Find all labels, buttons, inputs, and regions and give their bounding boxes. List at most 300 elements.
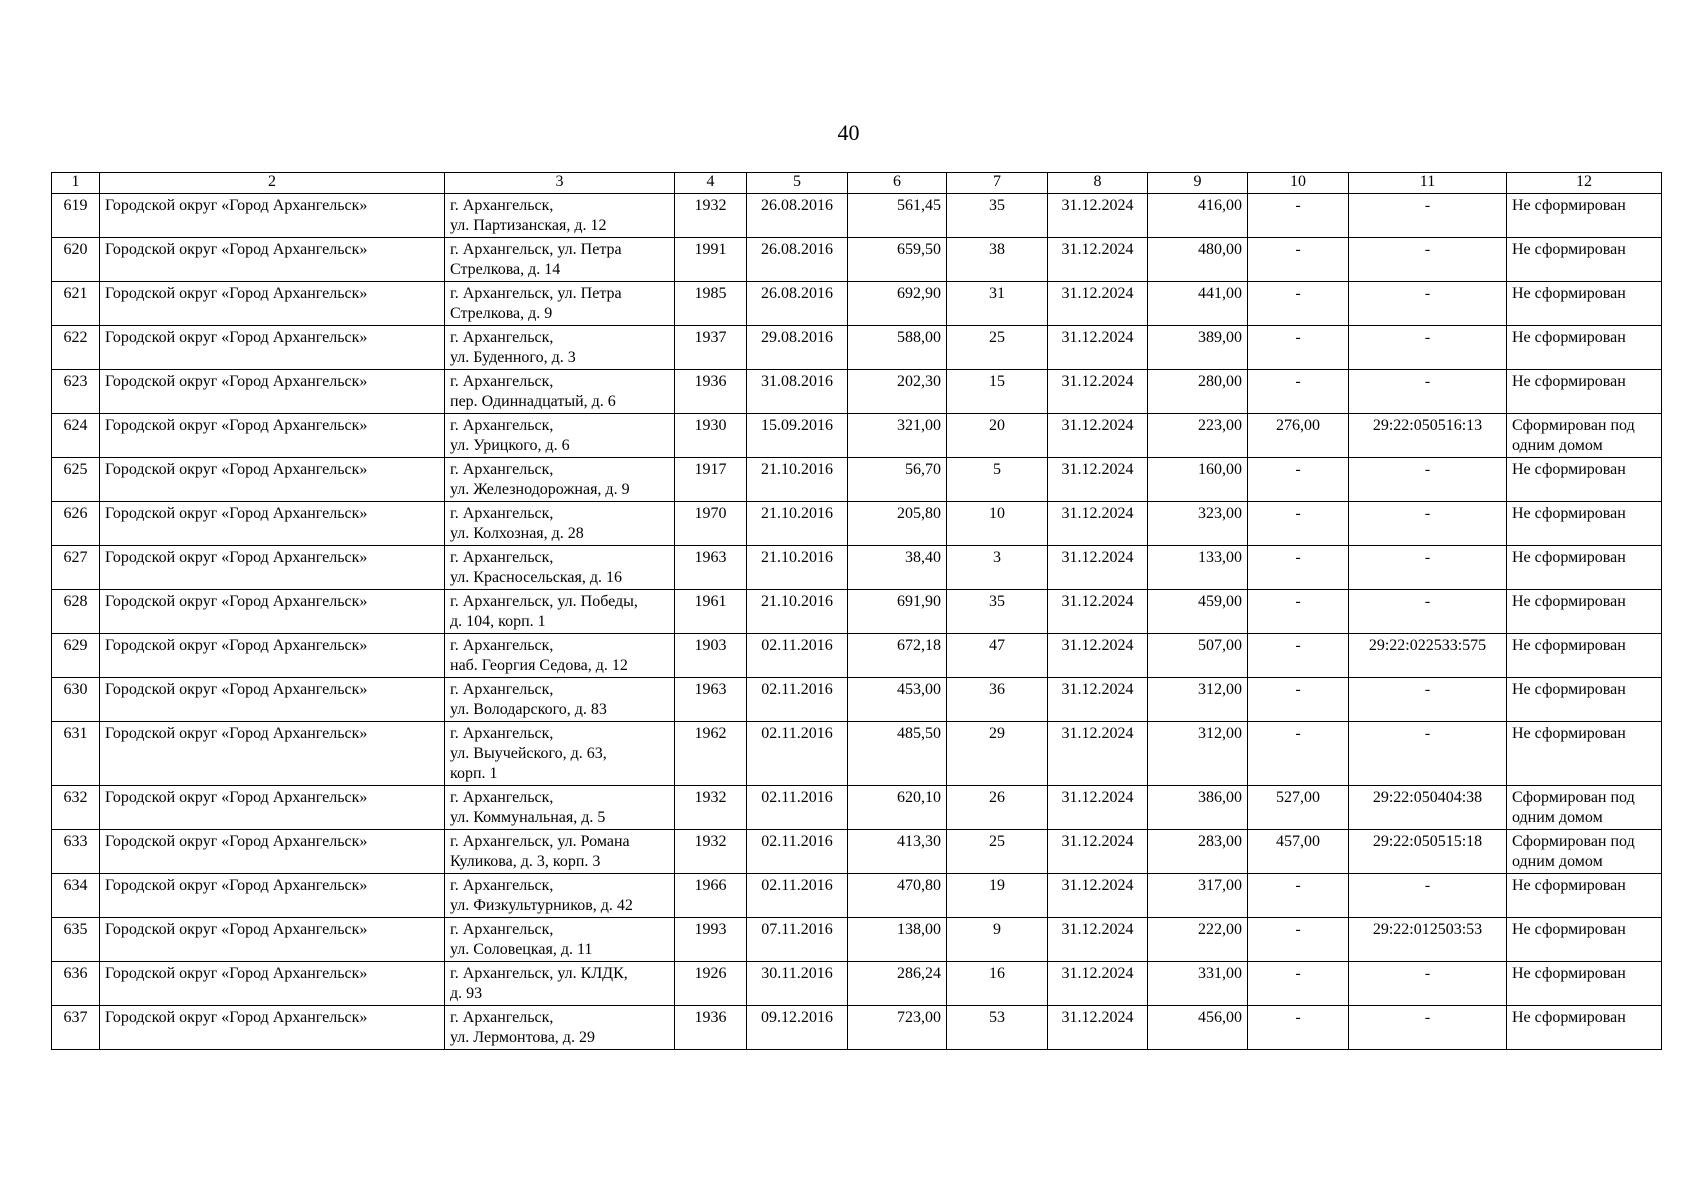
- row-number-cell: 632: [52, 786, 100, 830]
- area-cell: 413,30: [848, 830, 947, 874]
- table-row: [52, 678, 1662, 722]
- municipality-cell: Городской округ «Город Архангельск»: [100, 678, 445, 722]
- year-cell: 1932: [675, 194, 747, 238]
- status-cell: Не сформирован: [1507, 238, 1662, 282]
- area-cell: 205,80: [848, 502, 947, 546]
- col10-cell: 457,00: [1248, 830, 1349, 874]
- area-cell: 485,50: [848, 722, 947, 786]
- column-header-7: 7: [947, 173, 1048, 194]
- table-row: [52, 918, 1662, 962]
- municipality-cell: Городской округ «Город Архангельск»: [100, 590, 445, 634]
- residents-cell: 36: [947, 678, 1048, 722]
- address-line: ул. Партизанская, д. 12: [450, 217, 607, 234]
- cadastral-number-cell: -: [1349, 326, 1507, 370]
- date-cell: 02.11.2016: [747, 874, 848, 918]
- address-line: наб. Георгия Седова, д. 12: [450, 657, 628, 674]
- address-cell: [445, 962, 675, 1006]
- address-line: г. Архангельск, ул. Петра: [450, 241, 622, 258]
- cadastral-number-cell: -: [1349, 458, 1507, 502]
- col10-cell: -: [1248, 874, 1349, 918]
- deadline-cell: 31.12.2024: [1048, 678, 1148, 722]
- column-header-4: 4: [675, 173, 747, 194]
- row-number-cell: 622: [52, 326, 100, 370]
- address-cell: [445, 282, 675, 326]
- address-cell: [445, 590, 675, 634]
- status-cell: Сформирован под одним домом: [1507, 830, 1662, 874]
- address-cell: [445, 458, 675, 502]
- deadline-cell: 31.12.2024: [1048, 634, 1148, 678]
- col10-cell: -: [1248, 238, 1349, 282]
- col9-cell: 312,00: [1148, 678, 1248, 722]
- year-cell: 1937: [675, 326, 747, 370]
- table-row: [52, 874, 1662, 918]
- column-header-6: 6: [848, 173, 947, 194]
- year-cell: 1962: [675, 722, 747, 786]
- date-cell: 02.11.2016: [747, 722, 848, 786]
- year-cell: 1932: [675, 786, 747, 830]
- deadline-cell: 31.12.2024: [1048, 918, 1148, 962]
- date-cell: 02.11.2016: [747, 830, 848, 874]
- deadline-cell: 31.12.2024: [1048, 786, 1148, 830]
- col10-cell: -: [1248, 918, 1349, 962]
- housing-registry-table: [51, 172, 1662, 1050]
- date-cell: 21.10.2016: [747, 502, 848, 546]
- status-cell: Не сформирован: [1507, 502, 1662, 546]
- area-cell: 561,45: [848, 194, 947, 238]
- address-cell: [445, 370, 675, 414]
- table-row: [52, 370, 1662, 414]
- cadastral-number-cell: -: [1349, 590, 1507, 634]
- address-cell: [445, 830, 675, 874]
- address-line: г. Архангельск,: [450, 725, 554, 742]
- address-cell: [445, 874, 675, 918]
- deadline-cell: 31.12.2024: [1048, 546, 1148, 590]
- row-number-cell: 623: [52, 370, 100, 414]
- address-cell: [445, 918, 675, 962]
- residents-cell: 25: [947, 830, 1048, 874]
- status-cell: Не сформирован: [1507, 962, 1662, 1006]
- address-cell: [445, 194, 675, 238]
- address-cell: [445, 1006, 675, 1050]
- col9-cell: 317,00: [1148, 874, 1248, 918]
- residents-cell: 53: [947, 1006, 1048, 1050]
- deadline-cell: 31.12.2024: [1048, 1006, 1148, 1050]
- page-number: 40: [837, 120, 860, 145]
- address-line: г. Архангельск,: [450, 373, 554, 390]
- residents-cell: 26: [947, 786, 1048, 830]
- municipality-cell: Городской округ «Город Архангельск»: [100, 918, 445, 962]
- col10-cell: -: [1248, 546, 1349, 590]
- address-line: г. Архангельск, ул. Романа: [450, 833, 630, 850]
- row-number-cell: 630: [52, 678, 100, 722]
- date-cell: 02.11.2016: [747, 634, 848, 678]
- status-cell: Не сформирован: [1507, 194, 1662, 238]
- deadline-cell: 31.12.2024: [1048, 282, 1148, 326]
- area-cell: 672,18: [848, 634, 947, 678]
- deadline-cell: 31.12.2024: [1048, 370, 1148, 414]
- address-cell: [445, 238, 675, 282]
- year-cell: 1970: [675, 502, 747, 546]
- municipality-cell: Городской округ «Город Архангельск»: [100, 282, 445, 326]
- column-header-8: 8: [1048, 173, 1148, 194]
- table-body: [52, 194, 1662, 1050]
- row-number-cell: 636: [52, 962, 100, 1006]
- col9-cell: 222,00: [1148, 918, 1248, 962]
- col9-cell: 160,00: [1148, 458, 1248, 502]
- status-cell: Не сформирован: [1507, 678, 1662, 722]
- status-cell: Не сформирован: [1507, 918, 1662, 962]
- residents-cell: 35: [947, 590, 1048, 634]
- residents-cell: 19: [947, 874, 1048, 918]
- address-line: Стрелкова, д. 14: [450, 261, 561, 278]
- col9-cell: 459,00: [1148, 590, 1248, 634]
- col10-cell: 527,00: [1248, 786, 1349, 830]
- col9-cell: 331,00: [1148, 962, 1248, 1006]
- status-cell: Не сформирован: [1507, 1006, 1662, 1050]
- date-cell: 02.11.2016: [747, 678, 848, 722]
- area-cell: 659,50: [848, 238, 947, 282]
- col10-cell: -: [1248, 962, 1349, 1006]
- cadastral-number-cell: -: [1349, 722, 1507, 786]
- address-line: д. 93: [450, 985, 483, 1002]
- address-line: г. Архангельск, ул. КЛДК,: [450, 965, 628, 982]
- col10-cell: -: [1248, 282, 1349, 326]
- col10-cell: -: [1248, 502, 1349, 546]
- table-row: [52, 1006, 1662, 1050]
- municipality-cell: Городской округ «Город Архангельск»: [100, 326, 445, 370]
- year-cell: 1932: [675, 830, 747, 874]
- address-cell: [445, 326, 675, 370]
- cadastral-number-cell: -: [1349, 1006, 1507, 1050]
- table-row: [52, 282, 1662, 326]
- row-number-cell: 620: [52, 238, 100, 282]
- year-cell: 1963: [675, 678, 747, 722]
- address-line: г. Архангельск,: [450, 417, 554, 434]
- row-number-cell: 625: [52, 458, 100, 502]
- row-number-cell: 626: [52, 502, 100, 546]
- status-cell: Сформирован под одним домом: [1507, 786, 1662, 830]
- col10-cell: -: [1248, 590, 1349, 634]
- status-cell: Не сформирован: [1507, 282, 1662, 326]
- year-cell: 1917: [675, 458, 747, 502]
- deadline-cell: 31.12.2024: [1048, 874, 1148, 918]
- year-cell: 1993: [675, 918, 747, 962]
- address-line: г. Архангельск,: [450, 197, 554, 214]
- row-number-cell: 637: [52, 1006, 100, 1050]
- cadastral-number-cell: -: [1349, 502, 1507, 546]
- cadastral-number-cell: 29:22:022533:575: [1349, 634, 1507, 678]
- col10-cell: -: [1248, 1006, 1349, 1050]
- col10-cell: -: [1248, 194, 1349, 238]
- year-cell: 1930: [675, 414, 747, 458]
- address-line: г. Архангельск,: [450, 877, 554, 894]
- residents-cell: 25: [947, 326, 1048, 370]
- address-cell: [445, 678, 675, 722]
- area-cell: 202,30: [848, 370, 947, 414]
- address-line: ул. Колхозная, д. 28: [450, 525, 584, 542]
- date-cell: 21.10.2016: [747, 590, 848, 634]
- municipality-cell: Городской округ «Город Архангельск»: [100, 1006, 445, 1050]
- table-row: [52, 786, 1662, 830]
- address-line: Стрелкова, д. 9: [450, 305, 553, 322]
- area-cell: 138,00: [848, 918, 947, 962]
- municipality-cell: Городской округ «Город Архангельск»: [100, 458, 445, 502]
- address-cell: [445, 502, 675, 546]
- table-row: [52, 326, 1662, 370]
- row-number-cell: 628: [52, 590, 100, 634]
- col10-cell: -: [1248, 458, 1349, 502]
- address-line: г. Архангельск,: [450, 637, 554, 654]
- address-cell: [445, 634, 675, 678]
- status-cell: Не сформирован: [1507, 370, 1662, 414]
- residents-cell: 20: [947, 414, 1048, 458]
- table-row: [52, 502, 1662, 546]
- address-cell: [445, 414, 675, 458]
- status-cell: Сформирован под одним домом: [1507, 414, 1662, 458]
- area-cell: 692,90: [848, 282, 947, 326]
- table-row: [52, 458, 1662, 502]
- status-cell: Не сформирован: [1507, 458, 1662, 502]
- cadastral-number-cell: -: [1349, 282, 1507, 326]
- address-line: г. Архангельск, ул. Победы,: [450, 593, 638, 610]
- area-cell: 588,00: [848, 326, 947, 370]
- deadline-cell: 31.12.2024: [1048, 590, 1148, 634]
- date-cell: 26.08.2016: [747, 282, 848, 326]
- table-row: [52, 546, 1662, 590]
- residents-cell: 47: [947, 634, 1048, 678]
- address-line: ул. Буденного, д. 3: [450, 349, 576, 366]
- date-cell: 15.09.2016: [747, 414, 848, 458]
- address-line: ул. Урицкого, д. 6: [450, 437, 570, 454]
- area-cell: 470,80: [848, 874, 947, 918]
- date-cell: 30.11.2016: [747, 962, 848, 1006]
- residents-cell: 38: [947, 238, 1048, 282]
- address-line: д. 104, корп. 1: [450, 613, 546, 630]
- address-cell: [445, 546, 675, 590]
- date-cell: 02.11.2016: [747, 786, 848, 830]
- cadastral-number-cell: -: [1349, 370, 1507, 414]
- municipality-cell: Городской округ «Город Архангельск»: [100, 962, 445, 1006]
- area-cell: 38,40: [848, 546, 947, 590]
- year-cell: 1966: [675, 874, 747, 918]
- year-cell: 1936: [675, 1006, 747, 1050]
- table-row: [52, 830, 1662, 874]
- address-line: г. Архангельск,: [450, 329, 554, 346]
- area-cell: 723,00: [848, 1006, 947, 1050]
- cadastral-number-cell: -: [1349, 194, 1507, 238]
- area-cell: 453,00: [848, 678, 947, 722]
- year-cell: 1926: [675, 962, 747, 1006]
- row-number-cell: 631: [52, 722, 100, 786]
- residents-cell: 3: [947, 546, 1048, 590]
- table-row: [52, 194, 1662, 238]
- residents-cell: 29: [947, 722, 1048, 786]
- date-cell: 07.11.2016: [747, 918, 848, 962]
- municipality-cell: Городской округ «Город Архангельск»: [100, 722, 445, 786]
- deadline-cell: 31.12.2024: [1048, 722, 1148, 786]
- col10-cell: 276,00: [1248, 414, 1349, 458]
- date-cell: 21.10.2016: [747, 546, 848, 590]
- address-line: г. Архангельск,: [450, 505, 554, 522]
- year-cell: 1961: [675, 590, 747, 634]
- row-number-cell: 621: [52, 282, 100, 326]
- table-row: [52, 634, 1662, 678]
- address-line: г. Архангельск,: [450, 461, 554, 478]
- municipality-cell: Городской округ «Город Архангельск»: [100, 634, 445, 678]
- column-header-1: 1: [52, 173, 100, 194]
- year-cell: 1936: [675, 370, 747, 414]
- deadline-cell: 31.12.2024: [1048, 194, 1148, 238]
- address-line: ул. Железнодорожная, д. 9: [450, 481, 630, 498]
- row-number-cell: 634: [52, 874, 100, 918]
- col9-cell: 416,00: [1148, 194, 1248, 238]
- column-header-9: 9: [1148, 173, 1248, 194]
- address-line: ул. Физкультурников, д. 42: [450, 897, 633, 914]
- date-cell: 26.08.2016: [747, 238, 848, 282]
- year-cell: 1903: [675, 634, 747, 678]
- deadline-cell: 31.12.2024: [1048, 458, 1148, 502]
- status-cell: Не сформирован: [1507, 874, 1662, 918]
- col9-cell: 386,00: [1148, 786, 1248, 830]
- col10-cell: -: [1248, 634, 1349, 678]
- address-cell: [445, 722, 675, 786]
- address-line: г. Архангельск,: [450, 789, 554, 806]
- date-cell: 21.10.2016: [747, 458, 848, 502]
- address-line: ул. Коммунальная, д. 5: [450, 809, 606, 826]
- cadastral-number-cell: 29:22:050404:38: [1349, 786, 1507, 830]
- deadline-cell: 31.12.2024: [1048, 414, 1148, 458]
- column-header-5: 5: [747, 173, 848, 194]
- col9-cell: 389,00: [1148, 326, 1248, 370]
- status-cell: Не сформирован: [1507, 326, 1662, 370]
- municipality-cell: Городской округ «Город Архангельск»: [100, 414, 445, 458]
- date-cell: 09.12.2016: [747, 1006, 848, 1050]
- col9-cell: 441,00: [1148, 282, 1248, 326]
- row-number-cell: 635: [52, 918, 100, 962]
- address-line: ул. Выучейского, д. 63,: [450, 745, 607, 762]
- column-header-10: 10: [1248, 173, 1349, 194]
- deadline-cell: 31.12.2024: [1048, 326, 1148, 370]
- area-cell: 620,10: [848, 786, 947, 830]
- deadline-cell: 31.12.2024: [1048, 238, 1148, 282]
- cadastral-number-cell: -: [1349, 546, 1507, 590]
- address-line: Куликова, д. 3, корп. 3: [450, 853, 601, 870]
- cadastral-number-cell: -: [1349, 678, 1507, 722]
- year-cell: 1985: [675, 282, 747, 326]
- deadline-cell: 31.12.2024: [1048, 830, 1148, 874]
- row-number-cell: 627: [52, 546, 100, 590]
- table-row: [52, 590, 1662, 634]
- deadline-cell: 31.12.2024: [1048, 502, 1148, 546]
- col9-cell: 323,00: [1148, 502, 1248, 546]
- date-cell: 29.08.2016: [747, 326, 848, 370]
- column-header-11: 11: [1349, 173, 1507, 194]
- table-row: [52, 238, 1662, 282]
- municipality-cell: Городской округ «Город Архангельск»: [100, 786, 445, 830]
- address-line: ул. Лермонтова, д. 29: [450, 1029, 595, 1046]
- cadastral-number-cell: -: [1349, 238, 1507, 282]
- residents-cell: 5: [947, 458, 1048, 502]
- column-header-12: 12: [1507, 173, 1662, 194]
- address-line: г. Архангельск,: [450, 681, 554, 698]
- deadline-cell: 31.12.2024: [1048, 962, 1148, 1006]
- column-header-2: 2: [100, 173, 445, 194]
- column-header-3: 3: [445, 173, 675, 194]
- municipality-cell: Городской округ «Город Архангельск»: [100, 502, 445, 546]
- address-line: пер. Одиннадцатый, д. 6: [450, 393, 616, 410]
- cadastral-number-cell: -: [1349, 874, 1507, 918]
- status-cell: Не сформирован: [1507, 590, 1662, 634]
- status-cell: Не сформирован: [1507, 546, 1662, 590]
- residents-cell: 16: [947, 962, 1048, 1006]
- date-cell: 26.08.2016: [747, 194, 848, 238]
- municipality-cell: Городской округ «Город Архангельск»: [100, 370, 445, 414]
- date-cell: 31.08.2016: [747, 370, 848, 414]
- address-line: г. Архангельск,: [450, 549, 554, 566]
- cadastral-number-cell: 29:22:050516:13: [1349, 414, 1507, 458]
- cadastral-number-cell: 29:22:012503:53: [1349, 918, 1507, 962]
- col10-cell: -: [1248, 370, 1349, 414]
- table-row: [52, 414, 1662, 458]
- row-number-cell: 619: [52, 194, 100, 238]
- col10-cell: -: [1248, 326, 1349, 370]
- col9-cell: 280,00: [1148, 370, 1248, 414]
- table-row: [52, 722, 1662, 786]
- municipality-cell: Городской округ «Город Архангельск»: [100, 830, 445, 874]
- address-line: г. Архангельск,: [450, 921, 554, 938]
- municipality-cell: Городской округ «Город Архангельск»: [100, 194, 445, 238]
- municipality-cell: Городской округ «Город Архангельск»: [100, 238, 445, 282]
- municipality-cell: Городской округ «Город Архангельск»: [100, 874, 445, 918]
- area-cell: 286,24: [848, 962, 947, 1006]
- year-cell: 1991: [675, 238, 747, 282]
- status-cell: Не сформирован: [1507, 722, 1662, 786]
- address-line: корп. 1: [450, 765, 498, 782]
- status-cell: Не сформирован: [1507, 634, 1662, 678]
- address-cell: [445, 786, 675, 830]
- residents-cell: 35: [947, 194, 1048, 238]
- address-line: ул. Красносельская, д. 16: [450, 569, 623, 586]
- address-line: г. Архангельск,: [450, 1009, 554, 1026]
- address-line: ул. Соловецкая, д. 11: [450, 941, 593, 958]
- address-line: ул. Володарского, д. 83: [450, 701, 607, 718]
- residents-cell: 15: [947, 370, 1048, 414]
- row-number-cell: 633: [52, 830, 100, 874]
- cadastral-number-cell: 29:22:050515:18: [1349, 830, 1507, 874]
- col9-cell: 283,00: [1148, 830, 1248, 874]
- col9-cell: 223,00: [1148, 414, 1248, 458]
- column-number-row: [52, 173, 1662, 194]
- col9-cell: 133,00: [1148, 546, 1248, 590]
- col9-cell: 456,00: [1148, 1006, 1248, 1050]
- area-cell: 321,00: [848, 414, 947, 458]
- year-cell: 1963: [675, 546, 747, 590]
- col10-cell: -: [1248, 678, 1349, 722]
- col9-cell: 507,00: [1148, 634, 1248, 678]
- residents-cell: 10: [947, 502, 1048, 546]
- residents-cell: 31: [947, 282, 1048, 326]
- area-cell: 691,90: [848, 590, 947, 634]
- area-cell: 56,70: [848, 458, 947, 502]
- row-number-cell: 624: [52, 414, 100, 458]
- row-number-cell: 629: [52, 634, 100, 678]
- residents-cell: 9: [947, 918, 1048, 962]
- col9-cell: 312,00: [1148, 722, 1248, 786]
- col9-cell: 480,00: [1148, 238, 1248, 282]
- cadastral-number-cell: -: [1349, 962, 1507, 1006]
- col10-cell: -: [1248, 722, 1349, 786]
- municipality-cell: Городской округ «Город Архангельск»: [100, 546, 445, 590]
